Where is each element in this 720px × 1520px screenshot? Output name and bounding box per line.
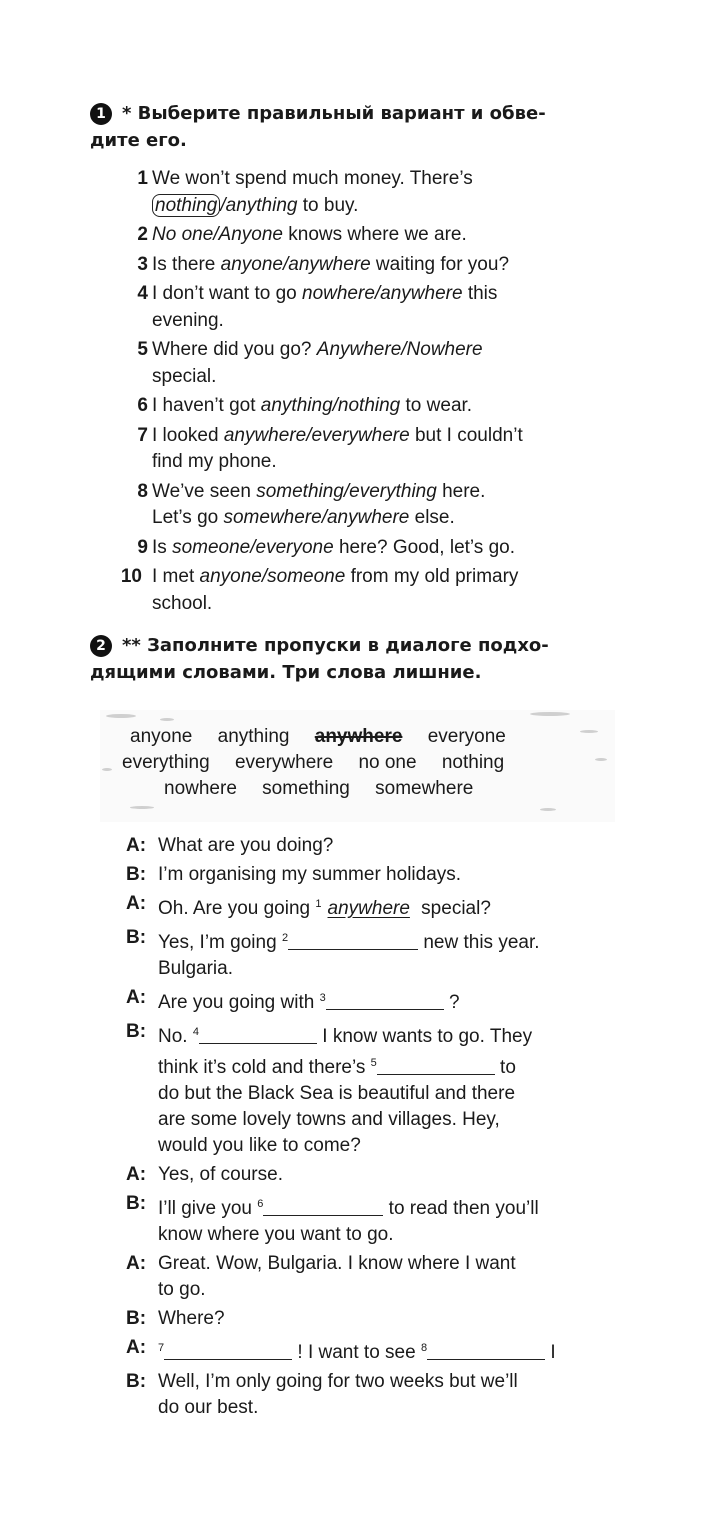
dialogue-text: to read then you’ll xyxy=(383,1198,539,1219)
dialogue-text: Where? xyxy=(158,1308,225,1329)
item-option[interactable]: someone/everyone xyxy=(172,536,334,558)
speaker-label: A: xyxy=(126,893,147,914)
dialogue-line xyxy=(126,862,606,888)
gap-number: 3 xyxy=(319,992,326,1004)
exercise-2-heading-line2: дящими словами. Три слова лишние. xyxy=(90,662,482,683)
word-chip: anything xyxy=(217,726,290,747)
gap-number: 1 xyxy=(315,898,322,910)
item-text: knows where we are. xyxy=(283,224,467,245)
item-text: I looked xyxy=(152,424,224,446)
item-text: evening. xyxy=(152,309,224,331)
item-option[interactable]: Anywhere/Nowhere xyxy=(316,339,483,360)
word-chip: nowhere xyxy=(164,778,237,799)
gap-8-blank[interactable] xyxy=(427,1341,545,1360)
gap-number: 5 xyxy=(370,1057,377,1069)
dialogue-text: do but the Black Sea is beautiful and there xyxy=(158,1083,516,1104)
exercise-2-heading-line1: ** Заполните пропуски в диалоге подхо- xyxy=(122,635,549,656)
word-box-row-2 xyxy=(122,750,524,776)
dialogue-text: Yes, of course. xyxy=(158,1164,283,1185)
speaker-label: B: xyxy=(126,864,147,885)
speaker-label: A: xyxy=(126,1164,147,1185)
dialogue-text: think it’s cold and there’s xyxy=(158,1057,371,1078)
item-text: but I couldn’t xyxy=(409,424,523,446)
dialogue-text: ? xyxy=(443,992,460,1013)
exercise-1-heading-line1: * Выберите правильный вариант и обве- xyxy=(122,103,546,124)
gap-2-blank[interactable] xyxy=(288,931,418,950)
item-text: from my old primary xyxy=(345,566,519,587)
exercise-1-heading-line2: дите его. xyxy=(90,130,187,151)
dialogue-line xyxy=(126,1306,606,1332)
gap-number: 2 xyxy=(281,932,289,944)
exercise-1-item xyxy=(118,252,608,279)
speaker-label: B: xyxy=(126,1021,147,1042)
dialogue-text: I know wants to go. They xyxy=(316,1026,533,1047)
exercise-2-heading xyxy=(90,632,610,686)
word-chip: everyone xyxy=(427,726,506,747)
item-text: I don’t want to go xyxy=(152,283,302,304)
item-text: to buy. xyxy=(297,194,359,216)
dialogue-text: would you like to come? xyxy=(158,1135,361,1156)
dialogue-text: to xyxy=(494,1057,516,1078)
gap-4-blank[interactable] xyxy=(199,1025,317,1044)
speaker-label: A: xyxy=(126,1337,147,1358)
item-number: 1 xyxy=(137,168,148,189)
dialogue-text: What are you doing? xyxy=(158,835,334,856)
dialogue xyxy=(126,833,606,1424)
item-option[interactable]: nowhere/anywhere xyxy=(302,283,463,304)
dialogue-line xyxy=(126,833,606,859)
dialogue-line xyxy=(126,1019,606,1159)
circled-answer[interactable]: nothing xyxy=(152,194,220,217)
item-number: 2 xyxy=(137,224,148,245)
word-chip: everything xyxy=(122,752,210,773)
item-option[interactable]: something/everything xyxy=(256,480,437,502)
dialogue-line xyxy=(126,1369,606,1421)
dialogue-text: Are you going with xyxy=(158,992,320,1013)
item-option[interactable]: /anything xyxy=(220,194,298,216)
dialogue-line xyxy=(126,891,606,922)
word-box-row-1 xyxy=(130,724,526,750)
dialogue-line xyxy=(126,1162,606,1188)
item-text: We won’t spend much money. There’s xyxy=(152,168,473,189)
dialogue-text: Great. Wow, Bulgaria. I know where I want xyxy=(158,1253,516,1274)
word-chip: no one xyxy=(358,752,417,773)
item-text: I met xyxy=(152,566,200,587)
item-option[interactable]: No one/Anyone xyxy=(152,224,283,245)
gap-number: 7 xyxy=(158,1342,165,1354)
gap-1-answer[interactable]: anywhere xyxy=(327,898,410,919)
speaker-label: A: xyxy=(126,1253,147,1274)
dialogue-text: Oh. Are you going xyxy=(158,898,316,919)
exercise-1-item xyxy=(118,337,608,390)
item-number: 3 xyxy=(137,253,148,275)
exercise-1-item xyxy=(118,166,608,219)
item-text: here? Good, let’s go. xyxy=(333,536,515,558)
dialogue-text: No. xyxy=(158,1026,193,1047)
dialogue-text: I xyxy=(545,1342,556,1363)
speaker-label: B: xyxy=(126,1308,147,1329)
item-text: Is xyxy=(152,536,173,558)
word-box xyxy=(100,710,615,822)
item-number: 8 xyxy=(137,480,148,502)
gap-number: 8 xyxy=(420,1342,428,1354)
gap-6-blank[interactable] xyxy=(263,1197,383,1216)
speaker-label: B: xyxy=(126,1371,147,1392)
dialogue-text: Bulgaria. xyxy=(158,958,233,979)
item-text: this xyxy=(462,283,498,304)
word-chip: nothing xyxy=(441,752,505,773)
item-number: 10 xyxy=(120,566,142,587)
dialogue-text: special? xyxy=(415,898,491,919)
gap-number: 6 xyxy=(257,1198,264,1210)
exercise-1-item xyxy=(118,423,608,476)
item-text: else. xyxy=(409,507,455,528)
item-option[interactable]: anywhere/everywhere xyxy=(223,424,410,446)
exercise-1-heading xyxy=(90,100,610,154)
gap-5-blank[interactable] xyxy=(377,1056,495,1075)
item-number: 4 xyxy=(137,283,148,304)
item-option[interactable]: anyone/someone xyxy=(199,566,346,587)
item-text: here. xyxy=(436,480,486,502)
item-option[interactable]: anything/nothing xyxy=(260,395,401,416)
exercise-1-number-badge: 1 xyxy=(90,103,112,125)
item-text: Let’s go xyxy=(152,507,224,528)
item-text: special. xyxy=(152,365,217,387)
item-number: 9 xyxy=(137,536,148,558)
speaker-label: B: xyxy=(126,927,147,948)
dialogue-line xyxy=(126,1335,606,1366)
item-number: 7 xyxy=(137,424,148,446)
gap-number: 4 xyxy=(192,1026,199,1038)
word-chip: everywhere xyxy=(234,752,334,773)
word-chip: anyone xyxy=(130,726,193,747)
item-text: Where did you go? xyxy=(152,339,317,360)
item-text: Is there xyxy=(152,253,221,275)
gap-3-blank[interactable] xyxy=(326,991,444,1010)
item-text: school. xyxy=(152,592,213,614)
dialogue-line xyxy=(126,985,606,1016)
exercise-1-item xyxy=(118,393,608,420)
item-text: We’ve seen xyxy=(152,480,257,502)
dialogue-text: Yes, I’m going xyxy=(158,932,282,953)
dialogue-text: do our best. xyxy=(158,1397,259,1418)
dialogue-text: are some lovely towns and villages. Hey, xyxy=(158,1109,500,1130)
exercise-1-item xyxy=(118,222,608,249)
item-option[interactable]: somewhere/anywhere xyxy=(223,507,410,528)
item-number: 6 xyxy=(137,395,148,416)
exercise-1-items xyxy=(118,166,608,620)
dialogue-text: know where you want to go. xyxy=(158,1224,394,1245)
speaker-label: B: xyxy=(126,1193,147,1214)
exercise-1-item xyxy=(118,479,608,532)
dialogue-line xyxy=(126,1191,606,1248)
dialogue-text: new this year. xyxy=(418,932,540,953)
word-chip-crossed-out: anywhere xyxy=(314,726,403,747)
dialogue-line xyxy=(126,925,606,982)
dialogue-text: to go. xyxy=(158,1279,206,1300)
word-chip: somewhere xyxy=(375,778,474,799)
dialogue-text: ! I want to see xyxy=(292,1342,421,1363)
item-option[interactable]: anyone/anywhere xyxy=(220,253,371,275)
word-box-row-3 xyxy=(164,776,493,802)
exercise-2-number-badge: 2 xyxy=(90,635,112,657)
speaker-label: A: xyxy=(126,835,147,856)
item-text: I haven’t got xyxy=(152,395,261,416)
dialogue-text: Well, I’m only going for two weeks but we’ll xyxy=(158,1371,518,1392)
item-number: 5 xyxy=(137,339,148,360)
exercise-1-item xyxy=(118,564,608,617)
dialogue-text: I’ll give you xyxy=(158,1198,258,1219)
gap-7-blank[interactable] xyxy=(164,1341,292,1360)
exercise-1-item xyxy=(118,281,608,334)
item-text: find my phone. xyxy=(152,451,277,472)
exercise-1-item xyxy=(118,535,608,562)
dialogue-text: I’m organising my summer holidays. xyxy=(158,864,462,885)
speaker-label: A: xyxy=(126,987,147,1008)
dialogue-line xyxy=(126,1251,606,1303)
item-text: to wear. xyxy=(400,395,473,416)
item-text: waiting for you? xyxy=(370,253,510,275)
word-chip: something xyxy=(262,778,350,799)
